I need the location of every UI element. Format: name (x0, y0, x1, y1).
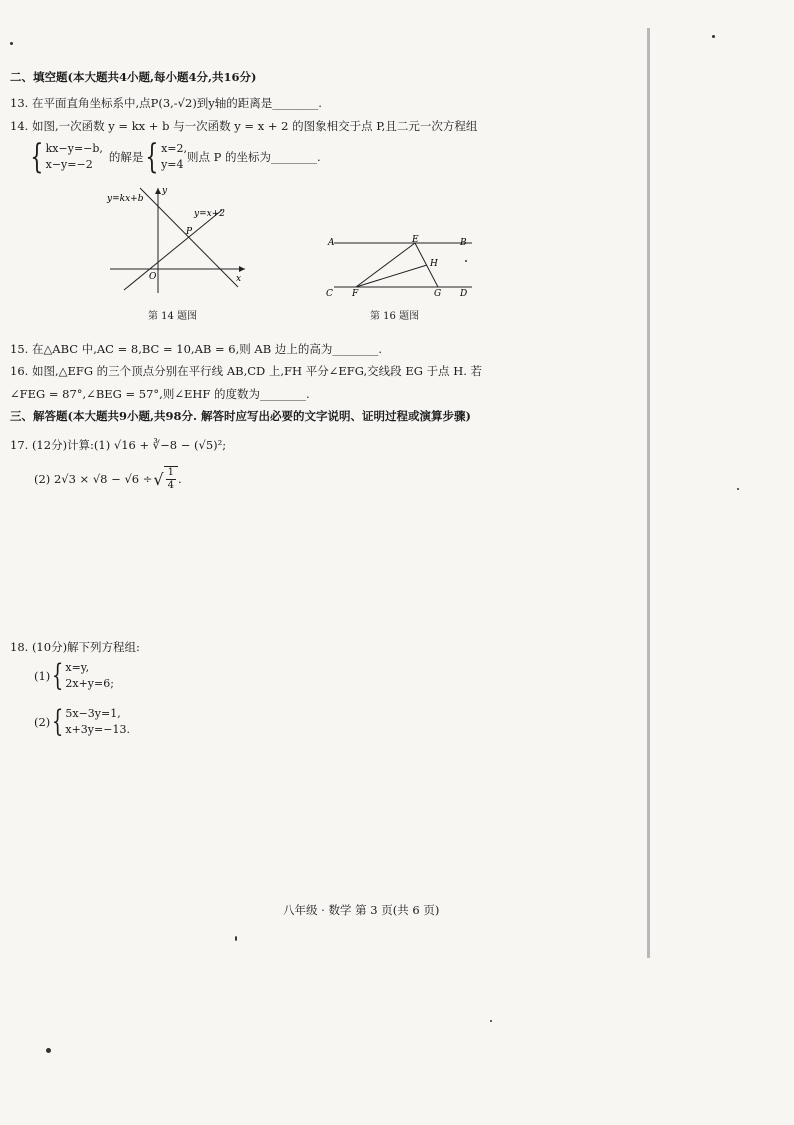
question-15: 15. 在△ABC 中,AC = 8,BC = 10,AB = 6,则 AB 边上的高为________. (10, 342, 382, 356)
label-line-kx-b: y=kx+b (107, 194, 144, 204)
system-row-1: kx−y=−b, (45, 142, 103, 155)
scan-speck (235, 936, 237, 941)
part2-row-1: 5x−3y=1, (65, 707, 121, 720)
brace-icon: { (52, 658, 64, 693)
scan-speck (490, 1020, 492, 1022)
fraction-denominator: 4 (167, 480, 174, 491)
scan-speck (465, 260, 467, 262)
question-13: 13. 在平面直角坐标系中,点P(3,-√2)到y轴的距离是________. (10, 96, 322, 110)
label-h: H (430, 259, 438, 269)
question-16-line2: ∠FEG = 87°,∠BEG = 57°,则∠EHF 的度数为________. (10, 387, 310, 401)
label-origin: O (149, 272, 157, 282)
brace-icon: { (145, 137, 159, 177)
label-g: G (434, 289, 442, 299)
part1-row-2: 2x+y=6; (65, 677, 114, 690)
question-14-line1: 14. 如图,一次函数 y = kx + b 与一次函数 y = x + 2 的图象相交于点 P,且二元一次方程组 (10, 119, 478, 133)
label-line-x-plus-2: y=x+2 (194, 209, 225, 219)
question-18-part1 (34, 660, 114, 692)
page-edge-line (647, 28, 650, 958)
question-16-line1: 16. 如图,△EFG 的三个顶点分别在平行线 AB,CD 上,FH 平分∠EFG,交线段 EG 于点 H. 若 (10, 364, 483, 378)
question-14-end: 则点 P 的坐标为________. (186, 150, 321, 164)
brace-icon: { (30, 137, 44, 177)
figure-16-caption: 第 16 题图 (370, 311, 420, 322)
scan-speck (712, 35, 715, 38)
sqrt-icon: √ (153, 469, 164, 489)
label-f: F (352, 289, 359, 299)
part2-label: (2) (34, 715, 51, 729)
page-footer: 八年级 · 数学 第 3 页(共 6 页) (283, 903, 440, 917)
label-e: E (412, 235, 419, 245)
y-axis-arrow-icon (155, 188, 161, 194)
label-d: D (460, 289, 468, 299)
figure-16 (320, 232, 480, 322)
fraction (164, 466, 178, 492)
figure-16-diagram (320, 232, 480, 300)
label-y: y (162, 186, 168, 196)
question-14-system (28, 137, 321, 177)
label-a: A (328, 238, 335, 248)
fraction-numerator: 1 (167, 467, 174, 478)
scan-speck (737, 488, 739, 490)
brace-icon: { (52, 704, 64, 739)
question-18-part2 (34, 706, 130, 738)
figure-14 (100, 183, 260, 327)
question-17-part1: 17. (12分)计算:(1) √16 + ∛−8 − (√5)²; (10, 438, 227, 452)
label-p: P (186, 227, 193, 237)
question-18-heading: 18. (10分)解下列方程组: (10, 640, 140, 654)
section-2-heading: 二、填空题(本大题共4小题,每小题4分,共16分) (10, 70, 257, 84)
system-row-2: x−y=−2 (45, 158, 93, 171)
scan-speck (46, 1048, 51, 1053)
figure-14-caption: 第 14 题图 (148, 311, 198, 322)
solution-row-2: y=4 (161, 158, 184, 171)
label-c: C (326, 289, 333, 299)
part2-row-2: x+3y=−13. (65, 723, 130, 736)
figure-14-graph (100, 183, 260, 323)
section-3-heading: 三、解答题(本大题共9小题,共98分. 解答时应写出必要的文字说明、证明过程或演算步骤) (10, 409, 471, 423)
part1-row-1: x=y, (65, 661, 90, 674)
solution-label: 的解是 (108, 150, 144, 164)
scan-speck (10, 42, 13, 45)
x-axis-arrow-icon (239, 266, 245, 272)
segment-fh (356, 265, 427, 287)
part1-label: (1) (34, 669, 51, 683)
question-17-part2: (2) 2√3 × √8 − √6 ÷ √ $\frac{1}{4}$ . (34, 467, 182, 491)
question-17-part2-text: (2) 2√3 × √8 − √6 ÷ (34, 471, 153, 486)
solution-row-1: x=2, (161, 142, 187, 155)
label-b: B (460, 238, 467, 248)
label-x: x (236, 274, 242, 284)
segment-ef (356, 243, 415, 287)
